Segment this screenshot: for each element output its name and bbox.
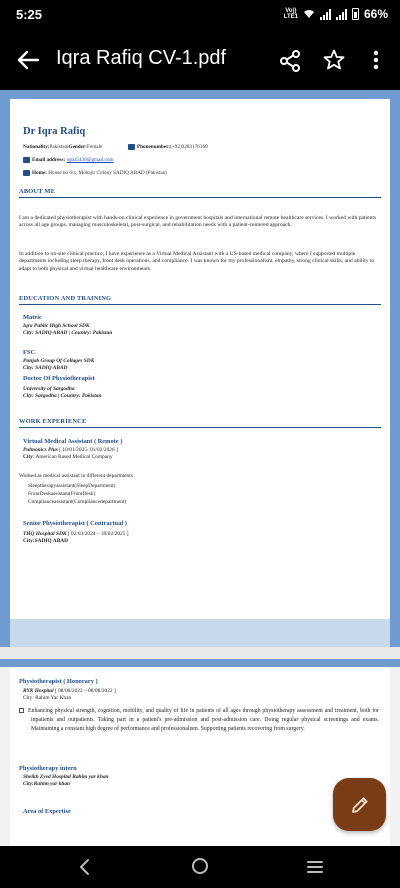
edu-city: City: SADIQ ABAD: [23, 365, 68, 371]
job-intro: Worked as medical assistant in different departments: [19, 473, 133, 479]
email-link[interactable]: iqrar5430@gmail.com: [66, 157, 114, 164]
edu-title: Doctor Of Physiotherapist: [23, 375, 95, 382]
star-icon[interactable]: [322, 48, 346, 72]
pdf-page-1: [10, 99, 390, 619]
education-heading: EDUCATION AND TRAINING: [19, 295, 112, 302]
job-title: Physiotherapist ( Honorary ): [19, 678, 98, 685]
nav-back-icon[interactable]: [78, 858, 92, 876]
edu-title: Matric: [23, 314, 42, 321]
page-gap: [0, 647, 400, 659]
more-vert-icon[interactable]: [366, 48, 386, 72]
volte-icon: Vo)) LTE1: [283, 8, 298, 20]
signal-icon-2: [336, 9, 347, 20]
pdf-viewer[interactable]: [0, 90, 400, 846]
work-heading: WORK EXPERIENCE: [19, 418, 87, 425]
divider: [19, 427, 381, 428]
divider: [19, 197, 381, 198]
edu-school: Punjab Group Of Collages SDK: [23, 358, 95, 364]
expertise-heading: Area of Expertise: [23, 808, 71, 815]
location-icon: [23, 170, 30, 176]
app-bar: [0, 30, 400, 90]
edu-city: City: Sargodha | Country: Pakistan: [23, 393, 102, 399]
page-header-band: [0, 659, 400, 667]
email-icon: [23, 157, 30, 163]
bullet-icon: [19, 708, 24, 713]
status-time: 5:25: [16, 7, 43, 22]
signal-icon-1: [320, 9, 331, 20]
edu-school: Iqra Public High School SDK: [23, 323, 90, 329]
job-city: City: American Based Medical Company: [23, 454, 113, 460]
cv-name: Dr Iqra Rafiq: [23, 126, 86, 137]
nav-home-icon[interactable]: [192, 858, 208, 874]
home-address: Home: House no 6/x, Mohajir Colony SADIQ ABAD (Pakistan): [23, 170, 167, 177]
job-title: Physiotherapy intern: [19, 765, 77, 772]
status-bar: [0, 0, 400, 30]
job-dept: Sleeptherapyassistant(SleepDepartment): [28, 483, 116, 489]
about-paragraph-1: I am a dedicated physiotherapist with hands-on clinical experience in government hospitals and international remote healthcare services. I worked with patients across all age groups, managing musculoskeletal, post-surgical, and rehabilitation needs with a patient-centered approach.: [19, 215, 377, 229]
status-icons: [284, 7, 388, 21]
job-title: Virtual Medical Assistant ( Remote ): [23, 438, 123, 445]
job-title: Senior Physiotherapist ( Contractual ): [23, 520, 127, 527]
wifi-icon: [303, 9, 315, 19]
nationality-gender: Nationality:PakistaniGender:Female: [23, 144, 103, 150]
share-icon[interactable]: [278, 49, 302, 73]
job-dept: Complianceassistant(Compliancedepartment): [28, 499, 127, 505]
job-dept: FrontDeskassistant(FrontDesk): [28, 491, 96, 497]
edit-fab-button[interactable]: [333, 778, 386, 831]
about-paragraph-2: In addition to on-site clinical practice, I have experience as a Virtual Medical Assistant with a US-based medical company, where I supported multiple departments including sleep therapy, front desk operations, and compliance. I was known for my professionalism, empathy, strong clinical skills, and ability to adapt to both physical and virtual healthcare environments.: [19, 251, 375, 272]
job-bullet: Enhancing physical strength, cognition, mobility, and quality of life in patients of all ages through physiotherapy assessment and treatment, both for inpatients and outpatients. Taking part in a patient's pre-admission and post-admission care. Doing regular physical screenings and exams. Maintaining a constant high degree of performance and professionalism. Supporting patients recovering from surgery.: [19, 707, 379, 734]
battery-icon: [352, 8, 359, 20]
job-city: City: Rahim Yar Khan: [23, 695, 72, 701]
edu-school: University of Sargodha: [23, 386, 75, 392]
phone-icon: [128, 144, 135, 150]
system-nav-bar: [0, 846, 400, 888]
nav-recents-icon[interactable]: [306, 859, 324, 875]
job-employer: RYK Hospital [ 08/06/2022 – 08/08/2022 ]: [23, 688, 116, 694]
document-title: Iqra Rafiq CV-1.pdf: [56, 47, 227, 69]
back-arrow-icon[interactable]: [14, 46, 42, 74]
edu-title: FSC: [23, 349, 36, 356]
battery-percent: 66%: [363, 7, 388, 21]
divider: [19, 304, 381, 305]
job-employer: THQ Hospital SDK [ 02/03/2024 – 30/02/2025 ]: [23, 531, 129, 537]
edu-city: City: SADIQ ABAD | Country: Pakistan: [23, 330, 113, 336]
phone: Phonenumber:(+92)3283176360: [128, 144, 208, 151]
job-employer: Pulmonics Plus [ 10/01/2025- 01/02/2026 ]: [23, 447, 118, 453]
page-header-band: [0, 90, 400, 99]
edit-pencil-icon: [350, 795, 370, 815]
job-employer: Sheikh Zyed Hospital Rahim yar khan: [23, 774, 109, 780]
page-footer-band: [0, 619, 400, 647]
job-city: City:Rahim yar khan: [23, 781, 71, 787]
job-city: City:SADIQ ABAD: [23, 538, 69, 544]
email: Email address: iqrar5430@gmail.com: [23, 157, 114, 164]
about-heading: ABOUT ME: [19, 188, 56, 195]
